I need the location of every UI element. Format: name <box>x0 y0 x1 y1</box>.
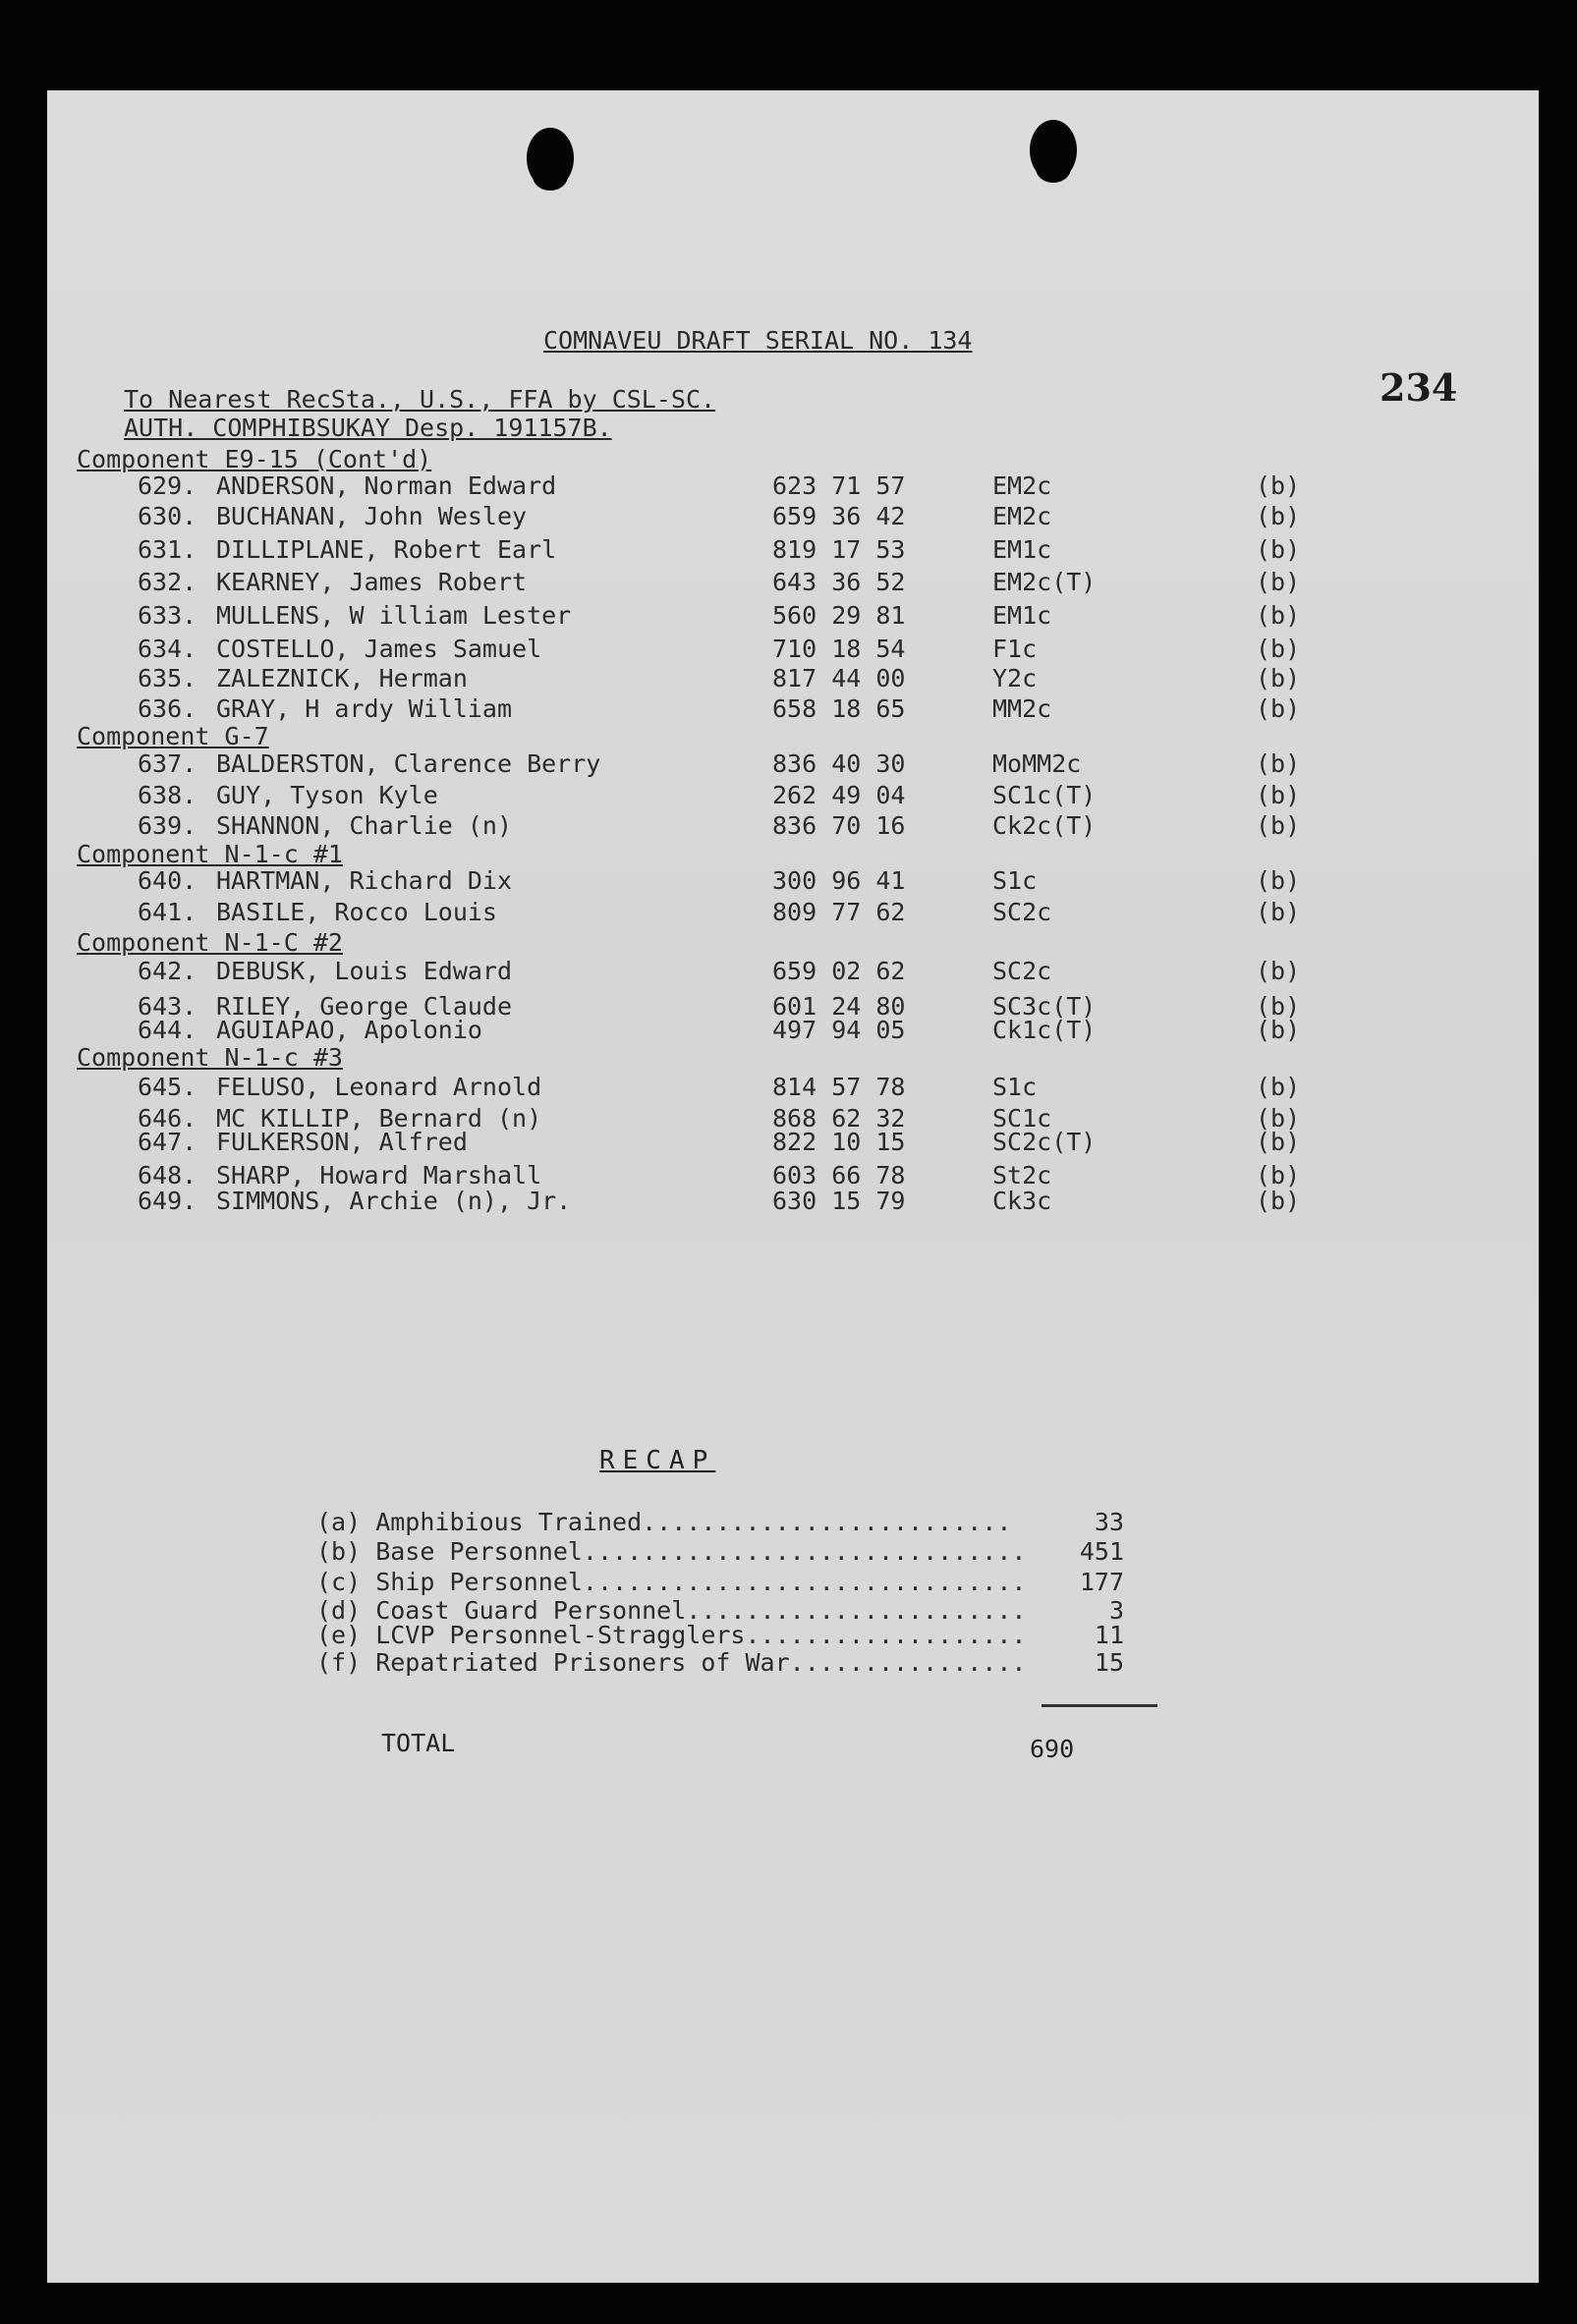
rating: SC2c <box>992 898 1052 926</box>
person-name: KEARNEY, James Robert <box>216 568 528 596</box>
component-heading: Component N-1-c #3 <box>77 1043 343 1072</box>
rating: SC1c <box>992 1104 1052 1133</box>
punch-hole-right <box>1030 120 1077 181</box>
person-name: MC KILLIP, Bernard (n) <box>216 1104 542 1133</box>
service-number: 497 94 05 <box>772 1016 906 1044</box>
service-number: 819 17 53 <box>772 535 906 564</box>
status-code: (b) <box>1256 1128 1301 1156</box>
status-code: (b) <box>1256 1073 1301 1101</box>
recap-title: RECAP <box>599 1446 716 1475</box>
status-code: (b) <box>1256 694 1301 723</box>
recap-item-value: 33 <box>1094 1508 1124 1536</box>
rating: S1c <box>992 866 1038 895</box>
entry-number: 639. <box>138 811 197 840</box>
status-code: (b) <box>1256 1161 1301 1190</box>
roster-row <box>0 898 1492 927</box>
person-name: GRAY, H ardy William <box>216 694 513 723</box>
recap-item-label: (a) Amphibious Trained......................... <box>316 1508 1012 1536</box>
service-number: 643 36 52 <box>772 568 906 596</box>
entry-number: 649. <box>138 1187 197 1215</box>
status-code: (b) <box>1256 866 1301 895</box>
roster-row <box>0 866 1492 896</box>
service-number: 836 70 16 <box>772 811 906 840</box>
service-number: 868 62 32 <box>772 1104 906 1133</box>
entry-number: 643. <box>138 992 197 1021</box>
service-number: 836 40 30 <box>772 749 906 778</box>
service-number: 560 29 81 <box>772 601 906 630</box>
service-number: 300 96 41 <box>772 866 906 895</box>
roster-row <box>0 1128 1492 1157</box>
person-name: BALDERSTON, Clarence Berry <box>216 749 601 778</box>
roster-row <box>0 1187 1492 1216</box>
recap-item-label: (d) Coast Guard Personnel....................... <box>316 1596 1027 1625</box>
page-number: 234 <box>1380 365 1458 410</box>
rating: MM2c <box>992 694 1052 723</box>
service-number: 601 24 80 <box>772 992 906 1021</box>
rating: F1c <box>992 635 1038 663</box>
person-name: AGUIAPAO, Apolonio <box>216 1016 482 1044</box>
recap-item-label: (c) Ship Personnel.............................. <box>316 1568 1027 1596</box>
service-number: 659 36 42 <box>772 502 906 530</box>
punch-hole-left <box>527 128 574 189</box>
total-rule <box>1042 1704 1157 1707</box>
entry-number: 640. <box>138 866 197 895</box>
roster-row <box>0 502 1492 531</box>
recap-item-value: 3 <box>1108 1596 1124 1625</box>
component-heading: Component N-1-C #2 <box>77 928 343 957</box>
entry-number: 645. <box>138 1073 197 1101</box>
rating: SC1c(T) <box>992 781 1097 809</box>
status-code: (b) <box>1256 1187 1301 1215</box>
status-code: (b) <box>1256 898 1301 926</box>
service-number: 659 02 62 <box>772 957 906 985</box>
entry-number: 631. <box>138 535 197 564</box>
recap-item-label: (b) Base Personnel.............................. <box>316 1537 1027 1566</box>
status-code: (b) <box>1256 601 1301 630</box>
status-code: (b) <box>1256 568 1301 596</box>
service-number: 630 15 79 <box>772 1187 906 1215</box>
component-heading: Component N-1-c #1 <box>77 840 343 868</box>
roster-row <box>0 471 1492 501</box>
entry-number: 632. <box>138 568 197 596</box>
recap-item-value: 177 <box>1079 1568 1124 1596</box>
status-code: (b) <box>1256 664 1301 692</box>
person-name: GUY, Tyson Kyle <box>216 781 438 809</box>
person-name: SHARP, Howard Marshall <box>216 1161 542 1190</box>
recap-item-value: 15 <box>1094 1648 1124 1677</box>
rating: Ck1c(T) <box>992 1016 1097 1044</box>
entry-number: 638. <box>138 781 197 809</box>
entry-number: 634. <box>138 635 197 663</box>
recap-item-label: (f) Repatriated Prisoners of War................ <box>316 1648 1027 1677</box>
roster-row <box>0 1016 1492 1045</box>
person-name: ANDERSON, Norman Edward <box>216 471 557 500</box>
status-code: (b) <box>1256 781 1301 809</box>
status-code: (b) <box>1256 535 1301 564</box>
roster-row <box>0 664 1492 693</box>
roster-row <box>0 781 1492 810</box>
person-name: FULKERSON, Alfred <box>216 1128 468 1156</box>
document-title: COMNAVEU DRAFT SERIAL NO. 134 <box>543 326 973 355</box>
service-number: 817 44 00 <box>772 664 906 692</box>
status-code: (b) <box>1256 1104 1301 1133</box>
rating: Ck2c(T) <box>992 811 1097 840</box>
rating: SC3c(T) <box>992 992 1097 1021</box>
rating: S1c <box>992 1073 1038 1101</box>
service-number: 710 18 54 <box>772 635 906 663</box>
roster-row <box>0 568 1492 597</box>
person-name: BUCHANAN, John Wesley <box>216 502 528 530</box>
component-heading: Component E9-15 (Cont'd) <box>77 445 432 473</box>
status-code: (b) <box>1256 635 1301 663</box>
rating: Ck3c <box>992 1187 1052 1215</box>
roster-row <box>0 749 1492 779</box>
person-name: COSTELLO, James Samuel <box>216 635 542 663</box>
service-number: 262 49 04 <box>772 781 906 809</box>
status-code: (b) <box>1256 502 1301 530</box>
recap-item-label: (e) LCVP Personnel-Stragglers................... <box>316 1621 1027 1649</box>
entry-number: 644. <box>138 1016 197 1044</box>
total-label: TOTAL <box>381 1729 456 1757</box>
rating: Y2c <box>992 664 1038 692</box>
entry-number: 630. <box>138 502 197 530</box>
person-name: BASILE, Rocco Louis <box>216 898 497 926</box>
person-name: HARTMAN, Richard Dix <box>216 866 513 895</box>
rating: EM2c <box>992 471 1052 500</box>
rating: EM1c <box>992 535 1052 564</box>
person-name: DEBUSK, Louis Edward <box>216 957 513 985</box>
status-code: (b) <box>1256 957 1301 985</box>
rating: EM1c <box>992 601 1052 630</box>
entry-number: 641. <box>138 898 197 926</box>
rating: EM2c(T) <box>992 568 1097 596</box>
rating: EM2c <box>992 502 1052 530</box>
entry-number: 647. <box>138 1128 197 1156</box>
roster-row <box>0 694 1492 724</box>
entry-number: 648. <box>138 1161 197 1190</box>
status-code: (b) <box>1256 749 1301 778</box>
roster-row <box>0 535 1492 565</box>
roster-row <box>0 957 1492 986</box>
recap-item-value: 451 <box>1079 1537 1124 1566</box>
entry-number: 633. <box>138 601 197 630</box>
service-number: 822 10 15 <box>772 1128 906 1156</box>
entry-number: 635. <box>138 664 197 692</box>
entry-number: 629. <box>138 471 197 500</box>
person-name: MULLENS, W illiam Lester <box>216 601 572 630</box>
person-name: FELUSO, Leonard Arnold <box>216 1073 542 1101</box>
total-value: 690 <box>1030 1735 1075 1763</box>
service-number: 658 18 65 <box>772 694 906 723</box>
rating: St2c <box>992 1161 1052 1190</box>
status-code: (b) <box>1256 471 1301 500</box>
status-code: (b) <box>1256 1016 1301 1044</box>
roster-row <box>0 601 1492 631</box>
service-number: 809 77 62 <box>772 898 906 926</box>
rating: SC2c(T) <box>992 1128 1097 1156</box>
header-line-2: AUTH. COMPHIBSUKAY Desp. 191157B. <box>124 414 612 442</box>
entry-number: 642. <box>138 957 197 985</box>
person-name: RILEY, George Claude <box>216 992 513 1021</box>
service-number: 814 57 78 <box>772 1073 906 1101</box>
entry-number: 637. <box>138 749 197 778</box>
roster-row <box>0 635 1492 664</box>
header-line-1: To Nearest RecSta., U.S., FFA by CSL-SC. <box>124 385 716 414</box>
person-name: DILLIPLANE, Robert Earl <box>216 535 557 564</box>
entry-number: 646. <box>138 1104 197 1133</box>
roster-row <box>0 1073 1492 1102</box>
entry-number: 636. <box>138 694 197 723</box>
recap-item-value: 11 <box>1094 1621 1124 1649</box>
status-code: (b) <box>1256 992 1301 1021</box>
service-number: 603 66 78 <box>772 1161 906 1190</box>
rating: MoMM2c <box>992 749 1082 778</box>
person-name: SIMMONS, Archie (n), Jr. <box>216 1187 572 1215</box>
person-name: ZALEZNICK, Herman <box>216 664 468 692</box>
component-heading: Component G-7 <box>77 722 269 750</box>
person-name: SHANNON, Charlie (n) <box>216 811 513 840</box>
rating: SC2c <box>992 957 1052 985</box>
service-number: 623 71 57 <box>772 471 906 500</box>
status-code: (b) <box>1256 811 1301 840</box>
roster-row <box>0 811 1492 841</box>
